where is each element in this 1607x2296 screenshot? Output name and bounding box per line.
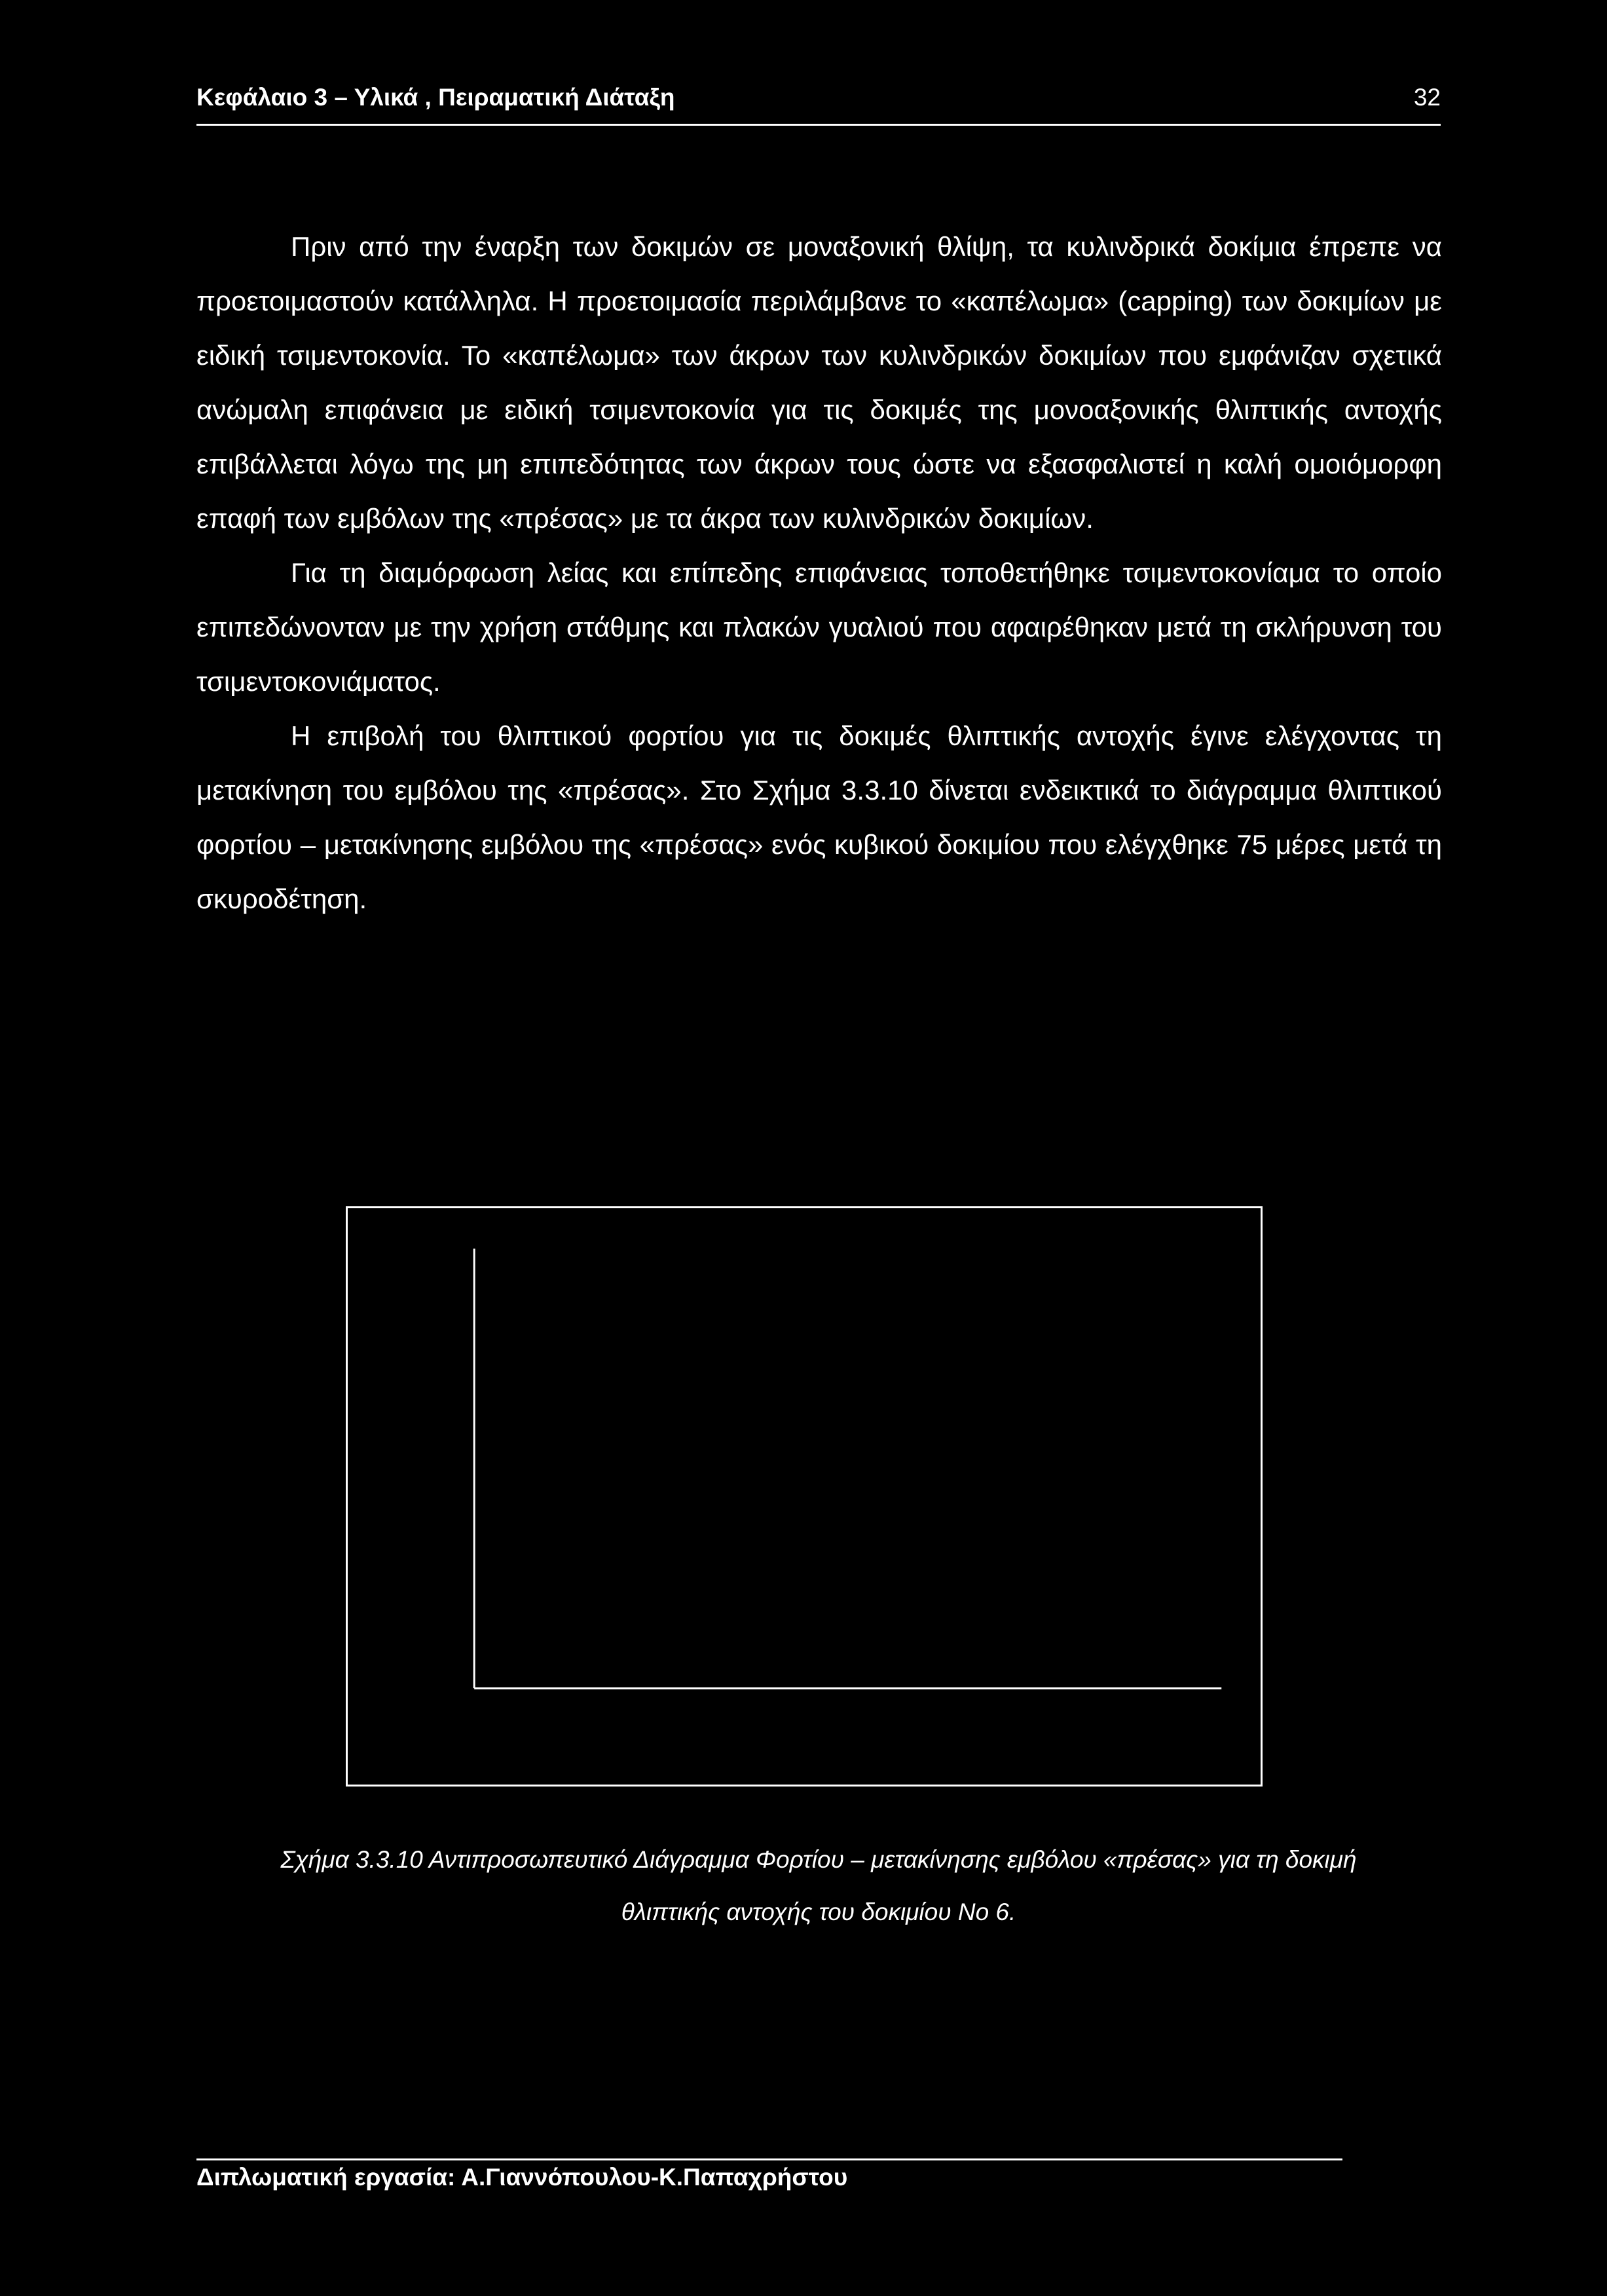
body-text xyxy=(196,219,1442,926)
caption-line: θλιπτικής αντοχής του δοκιμίου Νο 6. xyxy=(621,1898,1016,1925)
caption-line: Σχήμα 3.3.10 Αντιπροσωπευτικό Διάγραμμα Φορτίου – μετακίνησης εμβόλου «πρέσας» για τη δοκιμή xyxy=(280,1846,1357,1873)
running-title: Κεφάλαιο 3 – Υλικά , Πειραματική Διάταξη xyxy=(196,84,675,111)
paragraph: Για τη διαμόρφωση λείας και επίπεδης επιφάνειας τοποθετήθηκε τσιμεντοκονίαμα το οποίο επιπεδώνονταν με την χρήση στάθμης και πλακών γυαλιού που αφαιρέθηκαν μετά τη σκλήρυνση του τσιμεντοκονιάματος. xyxy=(196,557,1442,697)
footer-text: Διπλωματική εργασία: Α.Γιαννόπουλου-Κ.Παπαχρήστου xyxy=(196,2164,848,2191)
header-divider xyxy=(196,124,1441,126)
figure-caption xyxy=(196,1834,1441,1938)
figure-frame xyxy=(346,1206,1263,1787)
load-displacement-diagram xyxy=(348,1208,1261,1785)
paragraph: Πριν από την έναρξη των δοκιμών σε μοναξονική θλίψη, τα κυλινδρικά δοκίμια έπρεπε να προετοιμαστούν κατάλληλα. Η προετοιμασία περιλάμβανε το «καπέλωμα» (capping) των δοκιμίων με ειδική τσιμεντοκονία. Το «καπέλωμα» των άκρων των κυλινδρικών δοκιμίων που εμφάνιζαν σχετικά ανώμαλη επιφάνεια με ειδική τσιμεντοκονία για τις δοκιμές της μονοαξονικής θλιπτικής αντοχής επιβάλλεται λόγω της μη επιπεδότητας των άκρων τους ώστε να εξασφαλιστεί η καλή ομοιόμορφη επαφή των εμβόλων της «πρέσας» με τα άκρα των κυλινδρικών δοκιμίων. xyxy=(196,231,1442,534)
page-number: 32 xyxy=(1413,84,1441,111)
paragraph: Η επιβολή του θλιπτικού φορτίου για τις δοκιμές θλιπτικής αντοχής έγινε ελέγχοντας τη μετακίνηση του εμβόλου της «πρέσας». Στο Σχήμα 3.3.10 δίνεται ενδεικτικά το διάγραμμα θλιπτικού φορτίου – μετακίνησης εμβόλου της «πρέσας» ενός κυβικού δοκιμίου που ελέγχθηκε 75 μέρες μετά τη σκυροδέτηση. xyxy=(196,720,1442,914)
running-header xyxy=(196,72,1441,111)
footer-divider xyxy=(196,2158,1342,2160)
